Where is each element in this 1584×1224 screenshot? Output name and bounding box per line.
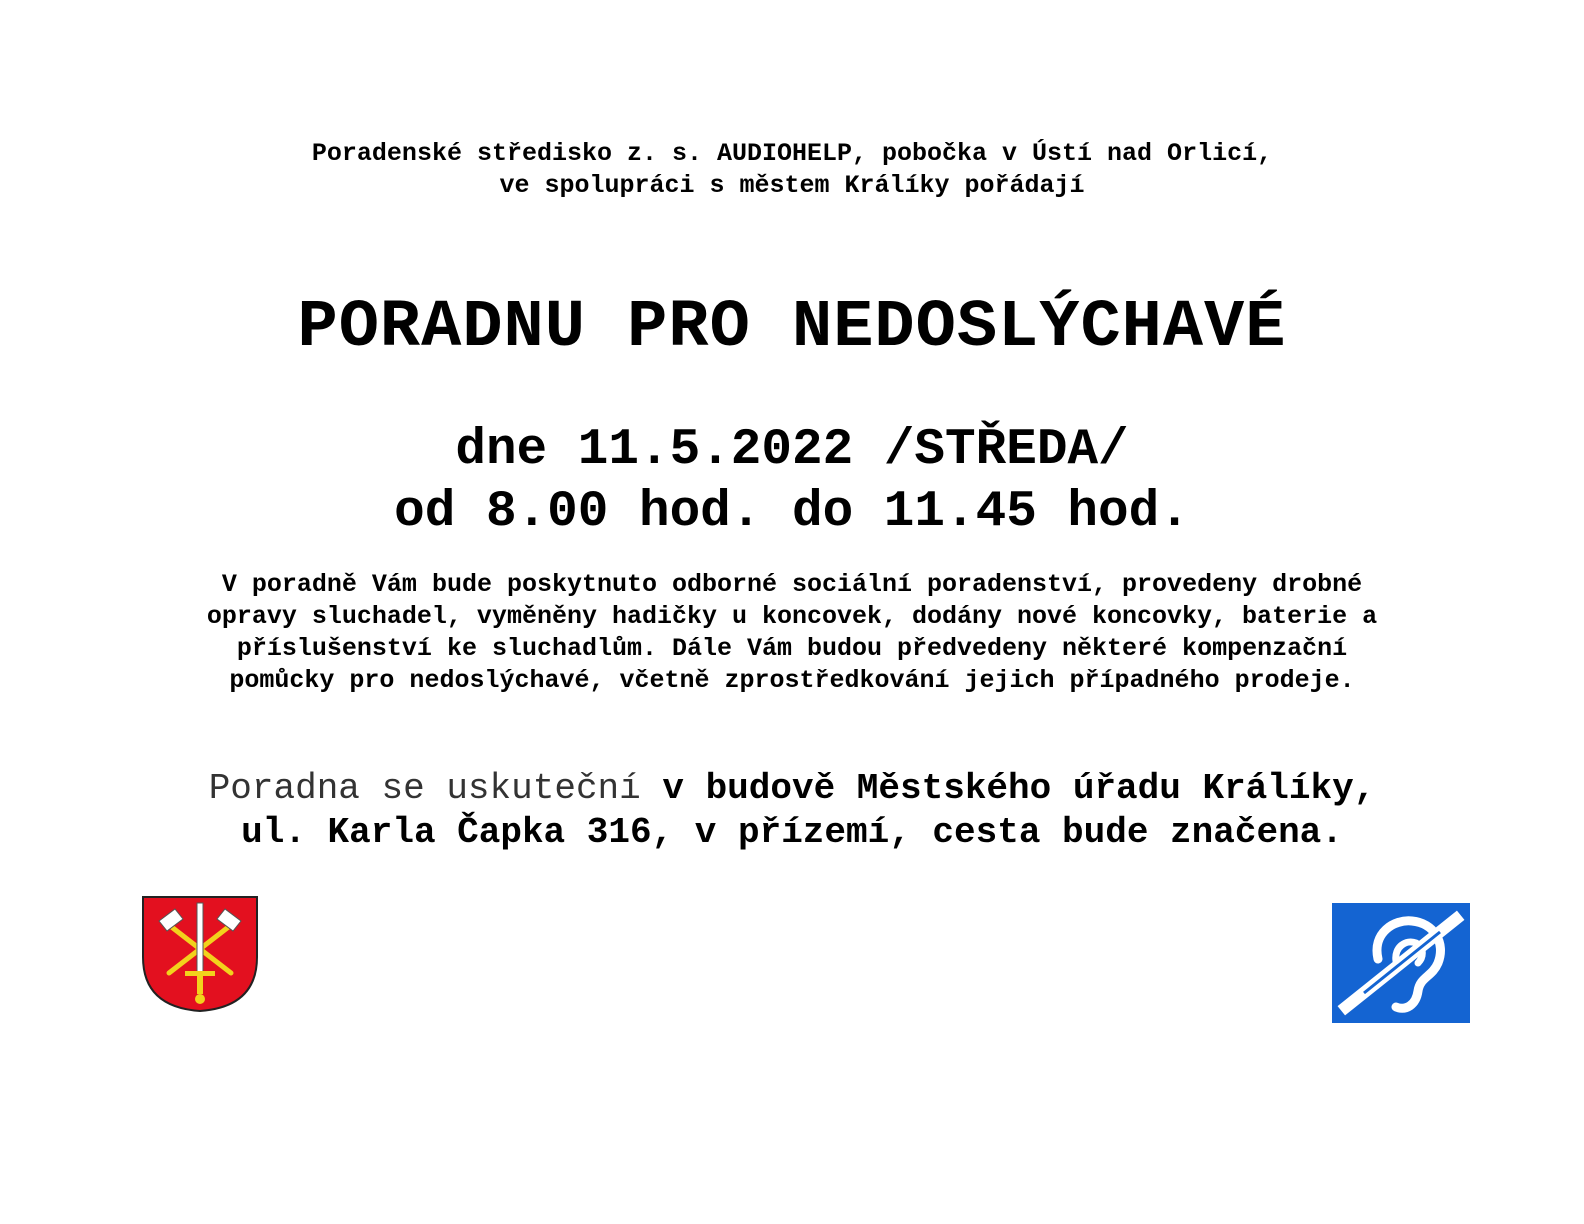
event-schedule: [0, 420, 1584, 544]
description-line: pomůcky pro nedoslýchavé, včetně zprostředkování jejich případného prodeje.: [229, 666, 1355, 695]
organizer-intro: [0, 138, 1584, 202]
organizer-line-1: Poradenské středisko z. s. AUDIOHELP, pobočka v Ústí nad Orlicí,: [311, 139, 1273, 168]
description-line: V poradně Vám bude poskytnuto odborné sociální poradenství, provedeny drobné: [221, 570, 1363, 599]
poster-title: PORADNU PRO NEDOSLÝCHAVÉ: [297, 290, 1287, 366]
service-description: [0, 569, 1584, 697]
venue-intro: Poradna se uskuteční: [208, 768, 663, 809]
event-date: dne 11.5.2022 /STŘEDA/: [455, 422, 1129, 479]
description-line: příslušenství ke sluchadlům. Dále Vám budou předvedeny některé kompenzační: [236, 634, 1348, 663]
venue-info: [0, 767, 1584, 855]
venue-line-1: [0, 767, 1584, 811]
kraliky-coat-of-arms-icon: [141, 895, 259, 1013]
venue-place: v budově Městského úřadu Králíky,: [662, 768, 1376, 809]
venue-address: ul. Karla Čapka 316, v přízemí, cesta bude značena.: [241, 812, 1343, 853]
hearing-impaired-icon: [1332, 903, 1470, 1023]
event-time: od 8.00 hod. do 11.45 hod.: [394, 484, 1190, 541]
organizer-line-2: ve spolupráci s městem Králíky pořádají: [499, 171, 1085, 200]
description-line: opravy sluchadel, vyměněny hadičky u koncovek, dodány nové koncovky, baterie a: [206, 602, 1378, 631]
